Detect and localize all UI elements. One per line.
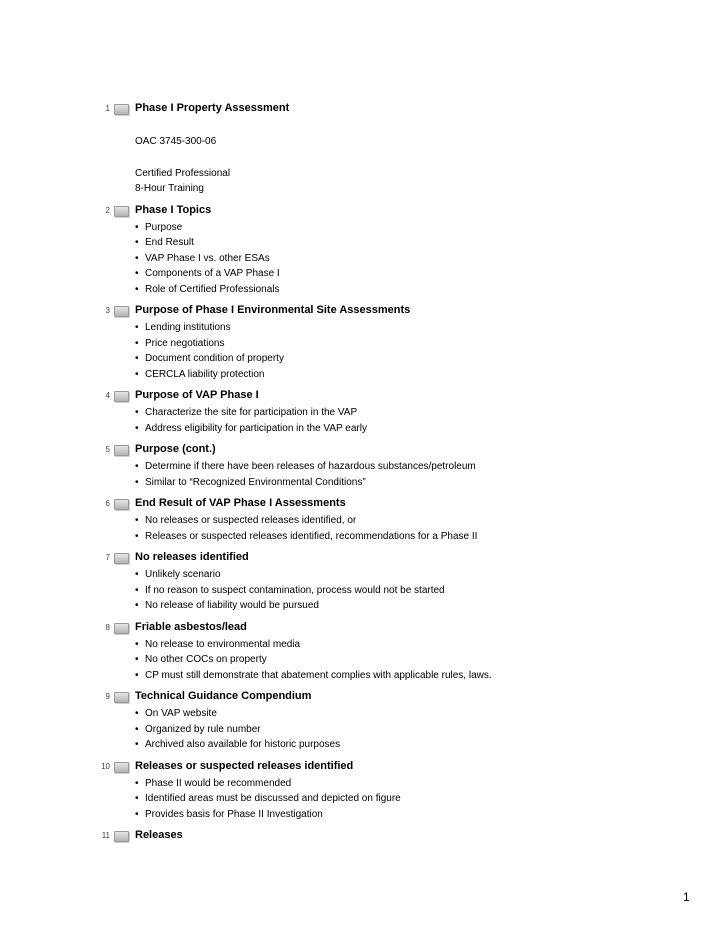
slide-number: 2: [105, 205, 110, 215]
slide-thumbnail-icon[interactable]: [114, 104, 129, 115]
slide-entry: [0, 388, 720, 436]
slide-title: Purpose of VAP Phase I: [135, 389, 259, 401]
slide-header: [0, 203, 720, 220]
bullet-text: No release of liability would be pursued: [145, 600, 319, 611]
slide-entry: [0, 550, 720, 614]
bullet-item: [135, 706, 720, 722]
slide-thumbnail-icon[interactable]: [114, 831, 129, 842]
slide-number: 4: [105, 391, 110, 400]
bullet-item: [135, 668, 720, 684]
slide-header: [0, 442, 720, 459]
slide-header: [0, 496, 720, 513]
bullet-item: [135, 367, 720, 383]
slide-title: Releases: [135, 829, 183, 841]
bullet-dot-icon: •: [135, 322, 139, 333]
bullet-text: Document condition of property: [145, 353, 284, 364]
slide-entry: [0, 759, 720, 823]
bullet-item: [135, 351, 720, 367]
bullet-dot-icon: •: [135, 654, 139, 665]
bullet-text: CERCLA liability protection: [145, 368, 265, 380]
bullet-dot-icon: •: [135, 353, 139, 364]
bullet-item: [135, 583, 720, 599]
bullet-text: On VAP website: [145, 708, 217, 719]
bullet-item: [135, 722, 720, 738]
slide-entry: [0, 689, 720, 753]
bullet-text: Role of Certified Professionals: [145, 283, 280, 295]
bullet-text: Provides basis for Phase II Investigation: [145, 808, 323, 820]
bullet-dot-icon: •: [135, 407, 139, 418]
bullet-dot-icon: •: [135, 808, 139, 820]
slide-header: [0, 550, 720, 567]
bullet-item: [135, 320, 720, 336]
slide-thumbnail-icon[interactable]: [114, 553, 129, 564]
bullet-dot-icon: •: [135, 708, 139, 719]
slide-header: [0, 101, 720, 118]
bullet-dot-icon: •: [135, 461, 139, 472]
bullet-text: Archived also available for historic purposes: [145, 739, 341, 750]
slide-number: 5: [105, 445, 110, 454]
bullet-dot-icon: •: [135, 237, 139, 248]
slide-header: [0, 689, 720, 706]
slide-number: 3: [105, 306, 110, 315]
slide-thumbnail-icon[interactable]: [114, 306, 129, 317]
slide-number: 8: [105, 622, 110, 632]
bullet-item: [135, 220, 720, 236]
slide-number: 7: [105, 553, 110, 562]
bullet-text: Similar to “Recognized Environmental Conditions”: [145, 476, 366, 488]
bullet-text: No releases or suspected releases identified, or: [145, 515, 357, 526]
slide-body: [135, 118, 720, 197]
bullet-dot-icon: •: [135, 476, 139, 488]
bullet-item: [135, 405, 720, 421]
slide-thumbnail-icon[interactable]: [114, 692, 129, 703]
slide-header: [0, 620, 720, 637]
bullet-item: [135, 529, 720, 545]
bullet-text: Address eligibility for participation in the VAP early: [145, 422, 367, 434]
slide-title: Purpose of Phase I Environmental Site Assessments: [135, 304, 411, 316]
slide-title: Technical Guidance Compendium: [135, 690, 312, 702]
bullet-dot-icon: •: [135, 221, 139, 233]
slide-thumbnail-icon[interactable]: [114, 623, 129, 634]
slide-number: 11: [101, 831, 110, 840]
bullet-dot-icon: •: [135, 600, 139, 611]
slide-entry: [0, 203, 720, 298]
bullet-text: Phase II would be recommended: [145, 777, 292, 789]
bullet-dot-icon: •: [135, 422, 139, 434]
slide-body: [135, 513, 720, 544]
slide-body: [135, 459, 720, 490]
bullet-item: [135, 598, 720, 614]
slide-header: [0, 759, 720, 776]
bullet-dot-icon: •: [135, 723, 139, 735]
bullet-item: [135, 791, 720, 807]
slide-body: [135, 320, 720, 382]
bullet-dot-icon: •: [135, 515, 139, 526]
bullet-text: Organized by rule number: [145, 723, 261, 735]
bullet-dot-icon: •: [135, 793, 139, 804]
slide-body: [135, 776, 720, 823]
bullet-dot-icon: •: [135, 638, 139, 650]
slide-number: 6: [105, 499, 110, 508]
bullet-item: [135, 475, 720, 491]
bullet-item: [135, 807, 720, 823]
slide-title: Phase I Topics: [135, 203, 212, 216]
bullet-dot-icon: •: [135, 283, 139, 295]
bullet-dot-icon: •: [135, 777, 139, 789]
bullet-text: Characterize the site for participation in the VAP: [145, 407, 358, 418]
slide-title: Phase I Property Assessment: [135, 102, 290, 114]
page-number: 1: [683, 890, 690, 904]
slide-body: [135, 706, 720, 753]
bullet-dot-icon: •: [135, 584, 139, 596]
bullet-dot-icon: •: [135, 530, 139, 542]
slide-thumbnail-icon[interactable]: [114, 391, 129, 402]
slide-entry: [0, 442, 720, 490]
bullet-text: No other COCs on property: [145, 654, 267, 665]
bullet-item: [135, 421, 720, 437]
bullet-text: CP must still demonstrate that abatement complies with applicable rules, laws.: [145, 669, 492, 681]
slide-thumbnail-icon[interactable]: [114, 206, 129, 217]
bullet-item: [135, 266, 720, 282]
bullet-dot-icon: •: [135, 739, 139, 750]
bullet-text: VAP Phase I vs. other ESAs: [145, 252, 270, 264]
slide-title: End Result of VAP Phase I Assessments: [135, 497, 346, 509]
bullet-item: [135, 776, 720, 792]
bullet-text: If no reason to suspect contamination, process would not be started: [145, 584, 445, 596]
bullet-item: [135, 235, 720, 251]
slide-header: [0, 388, 720, 405]
slide-thumbnail-icon[interactable]: [114, 762, 129, 773]
bullet-dot-icon: •: [135, 337, 139, 349]
bullet-item: [135, 637, 720, 653]
slide-thumbnail-icon[interactable]: [114, 445, 129, 456]
slide-body: [135, 567, 720, 614]
bullet-item: [135, 652, 720, 668]
bullet-text: Purpose: [145, 221, 183, 233]
bullet-text: Unlikely scenario: [145, 569, 221, 580]
slide-text-line: OAC 3745-300-06: [135, 136, 217, 147]
slide-number: 1: [105, 104, 110, 113]
slide-header: [0, 303, 720, 320]
bullet-text: Components of a VAP Phase I: [145, 268, 280, 279]
slide-number: 10: [101, 761, 110, 771]
slide-body: [135, 637, 720, 684]
slide-text-line: [135, 150, 720, 166]
bullet-item: [135, 251, 720, 267]
slide-body: [135, 220, 720, 298]
bullet-dot-icon: •: [135, 368, 139, 380]
bullet-item: [135, 459, 720, 475]
slide-title: Purpose (cont.): [135, 443, 216, 455]
outline-list: [0, 101, 720, 851]
slide-body: [135, 405, 720, 436]
bullet-dot-icon: •: [135, 569, 139, 580]
bullet-text: Releases or suspected releases identified, recommendations for a Phase II: [145, 530, 478, 542]
slide-header: [0, 828, 720, 845]
bullet-item: [135, 567, 720, 583]
slide-entry: [0, 620, 720, 684]
slide-thumbnail-icon[interactable]: [114, 499, 129, 510]
bullet-dot-icon: •: [135, 669, 139, 681]
bullet-item: [135, 737, 720, 753]
bullet-text: No release to environmental media: [145, 638, 301, 650]
bullet-text: Lending institutions: [145, 322, 231, 333]
slide-text-line: 8-Hour Training: [135, 183, 204, 194]
slide-text-line: [135, 118, 720, 134]
slide-entry: [0, 496, 720, 544]
bullet-text: Identified areas must be discussed and depicted on figure: [145, 793, 401, 804]
slide-title: Friable asbestos/lead: [135, 620, 247, 633]
bullet-dot-icon: •: [135, 252, 139, 264]
bullet-text: Price negotiations: [145, 337, 225, 349]
bullet-item: [135, 282, 720, 298]
bullet-dot-icon: •: [135, 268, 139, 279]
slide-title: No releases identified: [135, 551, 249, 563]
bullet-text: Determine if there have been releases of hazardous substances/petroleum: [145, 461, 476, 472]
slide-entry: [0, 101, 720, 197]
slide-number: 9: [105, 692, 110, 701]
bullet-item: [135, 513, 720, 529]
bullet-item: [135, 336, 720, 352]
slide-text-line: Certified Professional: [135, 167, 231, 179]
slide-entry: [0, 828, 720, 845]
slide-entry: [0, 303, 720, 382]
slide-title: Releases or suspected releases identified: [135, 759, 354, 772]
bullet-text: End Result: [145, 237, 194, 248]
